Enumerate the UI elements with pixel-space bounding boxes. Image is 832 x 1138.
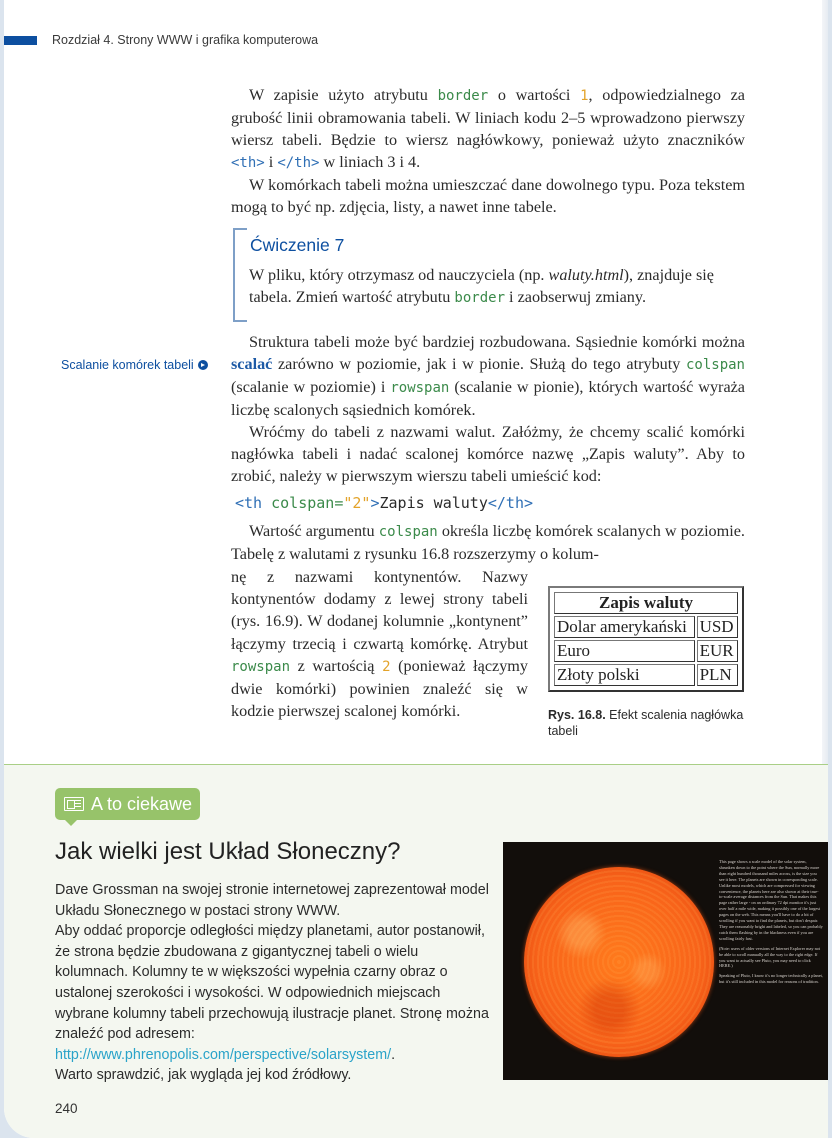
- text: .: [391, 1046, 396, 1063]
- code-tag: </th>: [277, 155, 320, 171]
- currency-code: EUR: [697, 640, 738, 662]
- merge-section-cont: [231, 520, 745, 565]
- box-title: Jak wielki jest Układ Słoneczny?: [55, 838, 401, 865]
- box-paragraph: Dave Grossman na swojej stronie internetowej zaprezentował model Układu Słonecznego w postaci strony WWW.: [55, 882, 489, 919]
- filename: waluty.html: [548, 266, 624, 284]
- code-attribute: rowspan: [390, 380, 450, 396]
- merged-header-cell: Zapis waluty: [554, 592, 738, 614]
- code-example: [235, 494, 533, 512]
- page-number: 240: [55, 1101, 78, 1116]
- text: i: [264, 153, 278, 171]
- figure-caption: [548, 707, 748, 739]
- currency-code: USD: [697, 616, 738, 638]
- code-tag: >: [370, 494, 380, 512]
- merge-paragraph-1: [231, 331, 745, 421]
- box-paragraph: Warto sprawdzić, jak wygląda jej kod źródłowy.: [55, 1067, 352, 1084]
- margin-note-label: Scalanie komórek tabeli: [61, 358, 194, 372]
- textbook-page: [4, 0, 828, 1138]
- chapter-marker-bar: [4, 36, 37, 45]
- text: Struktura tabeli może być bardziej rozbudowana. Sąsiednie komórki można: [249, 333, 745, 351]
- currency-name: Dolar amerykański: [554, 616, 695, 638]
- key-term: scalać: [231, 355, 273, 373]
- text: zarówno w poziomie, jak i w pionie. Służą do tego atrybuty: [272, 355, 686, 373]
- curiosity-badge: [55, 788, 200, 820]
- table-row: [554, 640, 738, 662]
- table-row: [554, 664, 738, 686]
- solar-system-page-screenshot: [503, 842, 828, 1080]
- code-attribute: border: [437, 88, 489, 104]
- box-text: [55, 880, 495, 1086]
- bracket-mask: [247, 318, 757, 324]
- intro-section: [231, 84, 745, 218]
- merge-paragraph-4: [231, 566, 528, 722]
- intro-paragraph-1: [231, 84, 745, 174]
- code-number: 1: [580, 88, 589, 104]
- screenshot-paragraph: This page shows a scale model of the solar system, shrunken down to the point where the Sun, normally more than eight hundred thousand miles across, is the size you see it here. The planets are shown in corresponding scale. Unlike most models, which are compressed for viewing convenience, the planets here are also shown at their true-to-scale average distances from the Sun. That makes this page rather large - on an ordinary 72 dpi monitor it's just over half a mile wide, making it possibly one of the largest pages on the web. This means you'll have to do a bit of scrolling if you want to find the planets, but don't despair. They are reasonably bright and labeled, so you can probably catch them flashing by in the blackness even if you are scrolling fairly fast.: [719, 859, 823, 941]
- figure-currency-table: [548, 586, 744, 692]
- text: określa liczbę komórek scalanych w poziomie. Tabelę z walutami z rysunku 16.8 rozszerzymy o kolum-: [231, 522, 745, 563]
- table-header-row: [554, 592, 738, 614]
- screenshot-paragraph: Speaking of Pluto, I know it's no longer technically a planet, but it's still included in this model for reasons of tradition.: [719, 973, 823, 985]
- screenshot-text: [719, 859, 823, 989]
- exercise-body: [249, 264, 745, 309]
- code-attribute: border: [454, 290, 505, 306]
- text: Wartość argumentu: [249, 522, 379, 540]
- currency-name: Euro: [554, 640, 695, 662]
- text: o wartości: [488, 86, 581, 104]
- text: i zaobserwuj zmiany.: [505, 288, 646, 306]
- code-attribute: colspan=: [271, 494, 344, 512]
- text: (scalanie w poziomie) i: [231, 378, 391, 396]
- code-tag: <th>: [231, 155, 265, 171]
- figure-label: Rys. 16.8.: [548, 708, 606, 722]
- merge-paragraph-2: Wróćmy do tabeli z nazwami walut. Załóżmy, że chcemy scalić komórki nagłówka tabeli i nadać scalonej komórce nazwę „Zapis waluty”. Aby to zrobić, należy w pierwszym wierszu tabeli umieścić kod:: [231, 423, 745, 485]
- badge-label: A to ciekawe: [91, 793, 193, 814]
- code-number: 2: [382, 658, 391, 675]
- text: z wartością: [290, 656, 383, 675]
- text: nę z nazwami kontynentów. Nazwy kontynentów dodamy z lewej strony tabeli (rys. 16.9). W dodanej kolumnie „kontynent” łączymy trzecią i czwartą komórkę. Atrybut: [231, 568, 528, 653]
- sun-photo: [524, 867, 714, 1057]
- code-attribute: colspan: [378, 524, 438, 540]
- solar-system-link[interactable]: http://www.phrenopolis.com/perspective/solarsystem/: [55, 1046, 392, 1063]
- text: (ponieważ łączymy dwie komórki) powinien znaleźć się w kodzie pierwszej scalonej komórki.: [231, 656, 528, 721]
- chapter-header: Rozdział 4. Strony WWW i grafika komputerowa: [52, 33, 319, 47]
- code-text: Zapis waluty: [379, 494, 488, 512]
- code-tag: </th>: [487, 494, 534, 512]
- bracket-mask: [247, 226, 757, 232]
- text: w liniach 3 i 4.: [319, 153, 421, 171]
- exercise-title: Ćwiczenie 7: [250, 235, 345, 255]
- merge-paragraph-3: [231, 520, 745, 565]
- figure-caption-text: Efekt scalenia nagłówka tabeli: [548, 708, 744, 738]
- newspaper-icon: [64, 797, 84, 811]
- text: W pliku, który otrzymasz od nauczyciela (np.: [249, 266, 549, 284]
- text: W zapisie użyto atrybutu: [249, 86, 438, 104]
- merge-section: [231, 331, 745, 487]
- code-attribute: colspan: [685, 357, 745, 373]
- box-link-line: [55, 1045, 495, 1066]
- currency-table: [552, 590, 740, 688]
- margin-note: [61, 358, 208, 372]
- currency-name: Złoty polski: [554, 664, 695, 686]
- box-paragraph: Aby oddać proporcje odległości między planetami, autor postanowił, że strona będzie zbudowana z gigantycznej tabeli o wielu kolumnach. Kolumny te w większości wypełnia czarny obraz o ustalonej szerokości i wysokości. W odpowiednich miejscach wybrane kolumny tabeli przechowują ilustracje planet. Stronę można znaleźć pod adresem:: [55, 923, 489, 1043]
- text: , odpowiedzialnego za grubość linii obramowania tabeli. W liniach kodu 2–5 wprowadzono pierwszy wiersz tabeli. Będzie to wiersz nagłówkowy, ponieważ użyto znaczników: [231, 86, 745, 149]
- currency-code: PLN: [697, 664, 738, 686]
- table-row: [554, 616, 738, 638]
- intro-paragraph-2: W komórkach tabeli można umieszczać dane dowolnego typu. Poza tekstem mogą to być np. zdjęcia, listy, a nawet inne tabele.: [231, 176, 745, 216]
- code-tag: <th: [235, 494, 272, 512]
- text: ), znajduje się tabela. Zmień wartość atrybutu: [249, 266, 714, 306]
- code-value: "2": [343, 494, 371, 512]
- code-attribute: rowspan: [231, 658, 291, 675]
- text: (scalanie w pionie), których wartość wyraża liczbę scalonych sąsiednich komórek.: [231, 378, 745, 419]
- screenshot-paragraph: (Note: users of older versions of Internet Explorer may not be able to scroll manually all the way to the right edge. If you want to actually see Pluto, you may need to click HERE.): [719, 945, 821, 969]
- arrow-right-circle-icon: [198, 360, 208, 370]
